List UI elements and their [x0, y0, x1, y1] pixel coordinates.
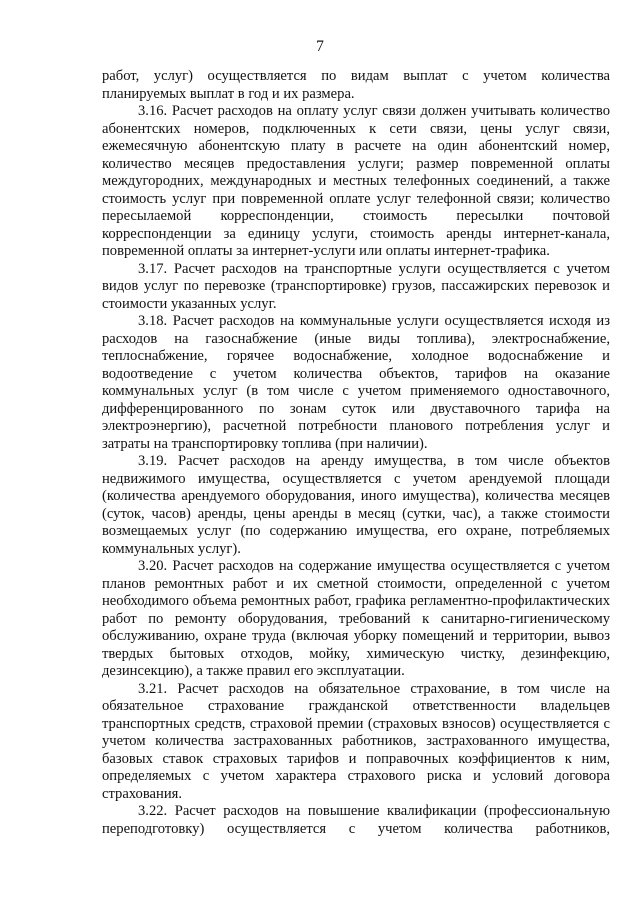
paragraph-3-17: 3.17. Расчет расходов на транспортные услуги осуществляется с учетом видов услуг по перевозке (транспортировке) грузов, пассажирских перевозок и стоимости указанных услуг. [102, 260, 610, 312]
document-body [102, 68, 610, 838]
paragraph-3-16: 3.16. Расчет расходов на оплату услуг связи должен учитывать количество абонентских номеров, подключенных к сети связи, цены услуг связи, ежемесячную абонентскую плату в расчете на один абонентский номер, количество месяцев предоставления услуги; размер повременной оплаты междугородних, международных и местных телефонных соединений, а также стоимость услуг при повременной оплате услуг телефонной связи; количество пересылаемой корреспонденции, стоимость пересылки почтовой корреспонденции за единицу услуги, стоимость аренды интернет-канала, повременной оплаты за интернет-услуги или оплаты интернет-трафика. [102, 103, 610, 259]
page-number: 7 [316, 38, 324, 55]
paragraph-continuation: работ, услуг) осуществляется по видам выплат с учетом количества планируемых выплат в год и их размера. [102, 68, 610, 102]
paragraph-3-20: 3.20. Расчет расходов на содержание имущества осуществляется с учетом планов ремонтных работ и их сметной стоимости, определенной с учетом необходимого объема ремонтных работ, графика регламентно-профилактических работ по ремонту оборудования, требований к санитарно-гигиеническому обслуживанию, охране труда (включая уборку помещений и территории, вывоз твердых бытовых отходов, мойку, химическую чистку, дезинфекцию, дезинсекцию), а также правил его эксплуатации. [102, 558, 610, 679]
paragraph-3-22: 3.22. Расчет расходов на повышение квалификации (профессиональную переподготовку) осуществляется с учетом количества работников, [102, 803, 610, 837]
paragraph-3-19: 3.19. Расчет расходов на аренду имущества, в том числе объектов недвижимого имущества, осуществляется с учетом арендуемой площади (количества арендуемого оборудования, иного имущества), количества месяцев (суток, часов) аренды, цены аренды в месяц (сутки, час), а также стоимости возмещаемых услуг (по содержанию имущества, его охране, потребляемых коммунальных услуг). [102, 453, 610, 557]
paragraph-3-21: 3.21. Расчет расходов на обязательное страхование, в том числе на обязательное страхование гражданской ответственности владельцев транспортных средств, страховой премии (страховых взносов) осуществляется с учетом количества застрахованных работников, застрахованного имущества, базовых ставок страховых тарифов и поправочных коэффициентов к ним, определяемых с учетом характера страхового риска и условий договора страхования. [102, 680, 610, 802]
paragraph-3-18: 3.18. Расчет расходов на коммунальные услуги осуществляется исходя из расходов на газоснабжение (иные виды топлива), электроснабжение, теплоснабжение, горячее водоснабжение, холодное водоснабжение и водоотведение с учетом количества объектов, тарифов на оказание коммунальных услуг (в том числе с учетом применяемого одноставочного, дифференцированного по зонам суток или двуставочного тарифа на электроэнергию), расчетной потребности планового потребления услуг и затраты на транспортировку топлива (при наличии). [102, 313, 610, 452]
